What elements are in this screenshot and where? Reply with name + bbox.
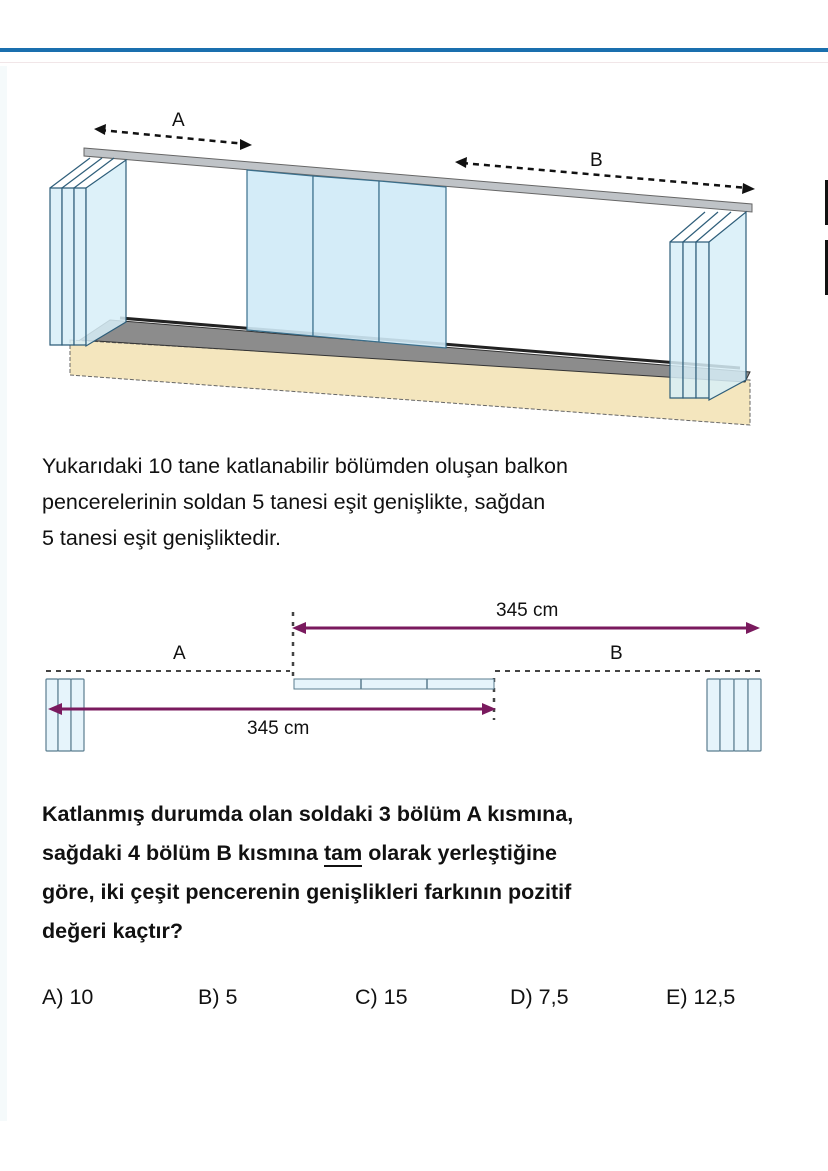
diagram-label-b: B — [610, 643, 623, 664]
answer-options — [0, 985, 828, 1025]
question-line — [42, 834, 782, 873]
question-line: değeri kaçtır? — [42, 919, 183, 943]
illustration-label-b: B — [590, 150, 603, 171]
option-d[interactable]: D) 7,5 — [510, 985, 569, 1009]
question-text — [42, 795, 782, 951]
option-b[interactable]: B) 5 — [198, 985, 238, 1009]
underlined-word: tam — [323, 841, 363, 865]
measurement-diagram — [0, 590, 828, 770]
intro-line: pencerelerinin soldan 5 tanesi eşit genişlikte, sağdan — [42, 490, 546, 514]
question-line: Katlanmış durumda olan soldaki 3 bölüm A kısmına, — [42, 802, 574, 826]
question-fragment: sağdaki 4 bölüm B kısmına — [42, 841, 324, 865]
intro-paragraph — [42, 448, 772, 556]
question-fragment: olarak yerleştiğine — [362, 841, 558, 865]
diagram-label-a: A — [173, 643, 186, 664]
option-e[interactable]: E) 12,5 — [666, 985, 736, 1009]
balcony-illustration — [0, 0, 828, 440]
bottom-measure-label: 345 cm — [247, 718, 310, 739]
top-measure-label: 345 cm — [496, 600, 559, 621]
illustration-label-a: A — [172, 110, 185, 131]
option-c[interactable]: C) 15 — [355, 985, 408, 1009]
option-a[interactable]: A) 10 — [42, 985, 94, 1009]
intro-line: Yukarıdaki 10 tane katlanabilir bölümden oluşan balkon — [42, 454, 568, 478]
question-line: göre, iki çeşit pencerenin genişlikleri farkının pozitif — [42, 880, 572, 904]
intro-line: 5 tanesi eşit genişliktedir. — [42, 526, 282, 550]
